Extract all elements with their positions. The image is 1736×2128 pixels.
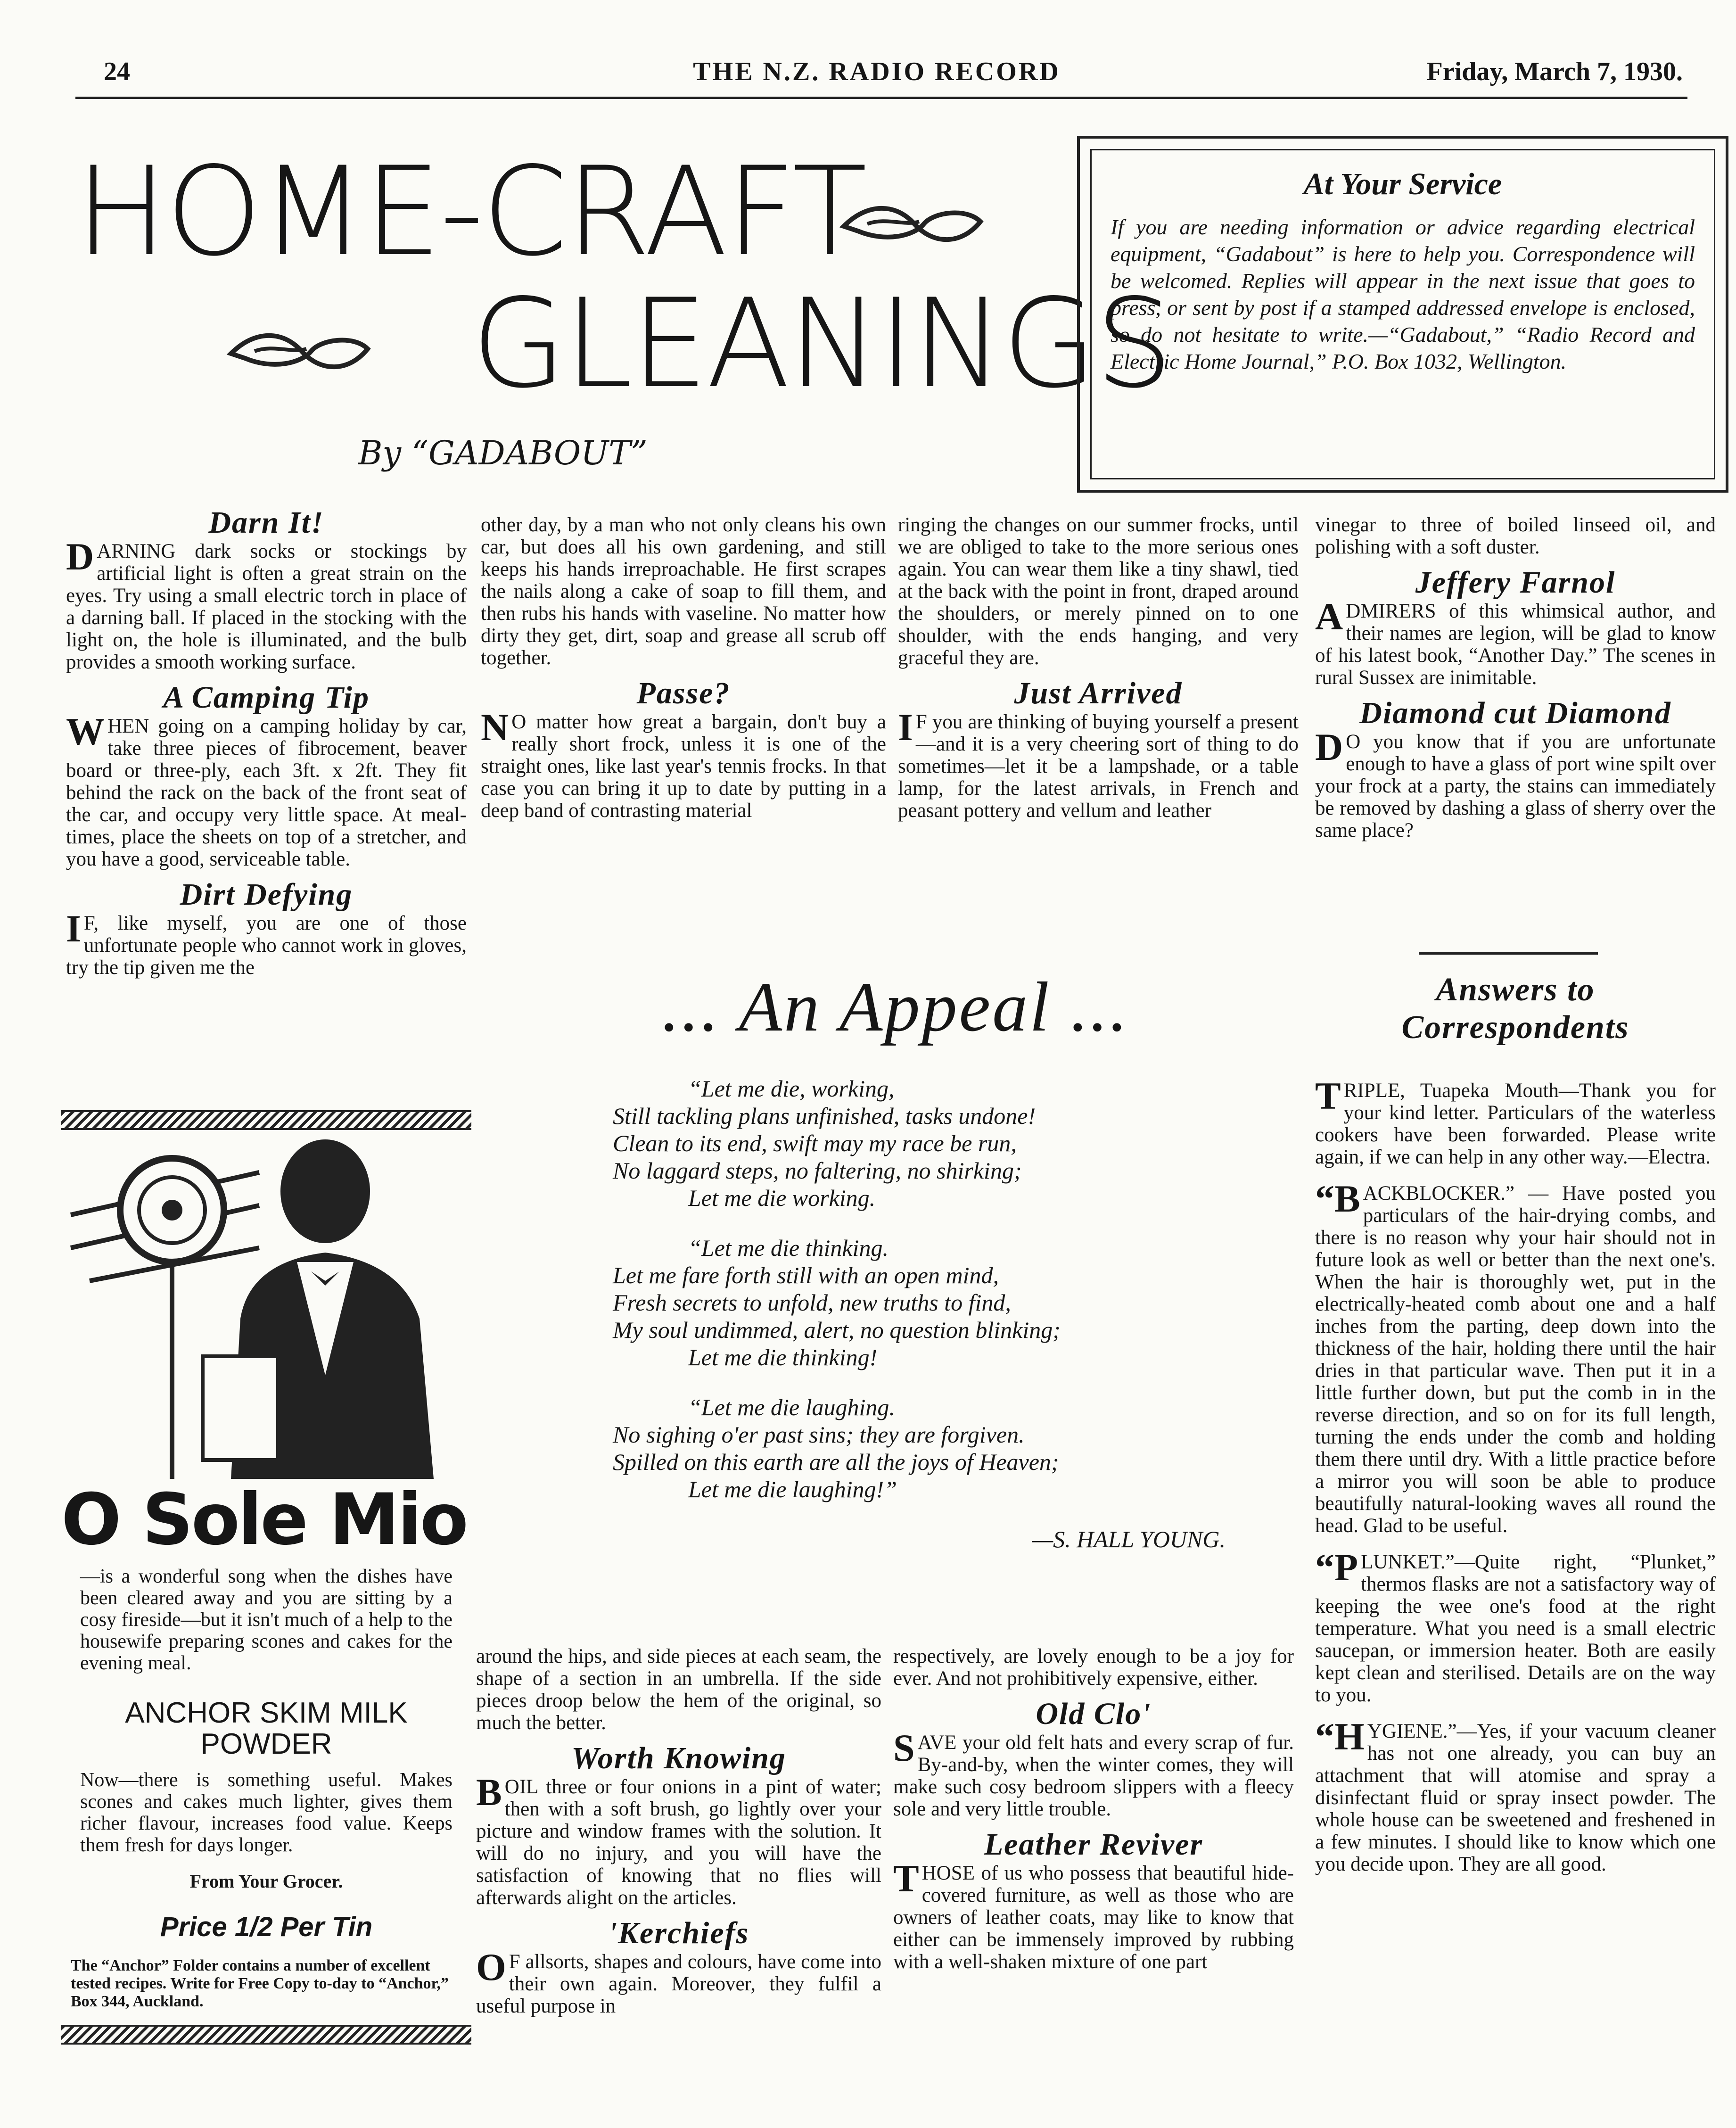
farnol-body: ADMIRERS of this whimsical author, and their names are legion, will be glad to know of his latest book, “Another Day.” The scenes in rural Sussex are inimitable. (1315, 595, 1716, 689)
column-3 (898, 514, 1299, 828)
kerchiefs-body: O F allsorts, shapes and colours, have come into their own again. Moreover, they fulfil a useful purpose in (476, 1946, 881, 2017)
passe-body: N O matter how great a bargain, don't buy a really short frock, unless it is one of the straight ones, like last year's tennis frocks. In that case you can bring it up to date by putting in a deep band of contrasting material (481, 706, 886, 822)
advert-illustration-butler (61, 1130, 471, 1479)
passe-title: Passe? (636, 676, 731, 710)
poem-stanza-1: “Let me die, working, Still tackling plans unfinished, tasks undone! Clean to its end, swift may my race be run, No laggard steps, no faltering, no shirking; Let me die working. (613, 1075, 1036, 1211)
advert-border-top (61, 1110, 471, 1130)
oldclo-title: Old Clo' (1036, 1697, 1152, 1731)
poem-stanza-2: “Let me die thinking. Let me fare forth still with an open mind, Fresh secrets to unfold, new truths to find, My soul undimmed, alert, no question blinking; Let me die thinking! (613, 1235, 1061, 1370)
dirt-body: I F, like myself, you are one of those unfortunate people who cannot work in gloves, try the tip given me the (66, 907, 467, 979)
advert-headline: O Sole Mio (61, 1479, 467, 1561)
answer-item: “BACKBLOCKER.” — Have posted you particulars of the hair-drying combs, and there is no reason why your hair should not in future look as well or better than the next one's. When the hair is thoroughly wet, put in the electrically-heated comb about one and a half inches from the parting, deep down into the thickness of the hair, holding there until the hair dries in that particular wave. Then put it in a little further down, but put the comb in in the reverse direction, and so on for its full length, turning the ends under the comb and holding them there until dry. With a little practice before a mirror you will soon be able to produce beautifully natural-looking waves all round the head. Glad to be useful. (1315, 1177, 1716, 1537)
masthead (71, 57, 1683, 94)
darn-body: DARNING dark socks or stockings by artificial light is often a great strain on the eyes. Try using a small electric torch in place of a darning ball. If placed in the stocking with the light on, the hole is illuminated, and the bulb provides a smooth working surface. (66, 535, 467, 673)
column-4 (1315, 514, 1716, 848)
darn-title: Darn It! (208, 505, 324, 540)
worth-body: BOIL three or four onions in a pint of water; then with a soft brush, go lightly over your picture and window frames with the solution. It will do no injury, and you will have the satisfaction of knowing that no flies will afterwards alight on the articles. (476, 1771, 881, 1909)
camping-title: A Camping Tip (163, 680, 370, 715)
appeal-poem (613, 1075, 1273, 1553)
flourish-ornament-right (839, 198, 990, 250)
arrived-continued: respectively, are lovely enough to be a joy for ever. And not prohibitively expensive, either. (893, 1645, 1294, 1690)
kerchiefs-title: 'Kerchiefs (608, 1916, 749, 1950)
issue-date: Friday, March 7, 1930. (1426, 57, 1683, 86)
answers-separator (1419, 952, 1598, 955)
arrived-title: Just Arrived (1014, 676, 1183, 710)
byline: By “GADABOUT” (358, 434, 648, 472)
vinegar-body: vinegar to three of boiled linseed oil, and polishing with a soft duster. (1315, 514, 1716, 558)
service-body: If you are needing information or advice regarding electrical equipment, “Gadabout” is here to help you. Correspondence will be welcomed. Replies will appear in the next issue that goes to press, or sent by post if a stamped addressed envelope is enclosed, so do not hesitate to write.—“Gadabout,” “Radio Record and Electric Home Journal,” P.O. Box 1032, Wellington. (1111, 215, 1695, 373)
leather-body: THOSE of us who possess that beautiful hide-covered furniture, as well as those who are owners of leather coats, may like to know that either can be immensely improved by rubbing with a well-shaken mixture of one part (893, 1857, 1294, 1973)
advert-product-line1: ANCHOR SKIM MILK (125, 1697, 408, 1729)
dirt-continued: other day, by a man who not only cleans his own car, but does all his own gardening, and still keeps his hands irreproachable. He first scrapes the nails along a cake of soap to fill them, and then rubs his hands with vaseline. No matter how dirty they get, dirt, soap and grease all scrub off together. (481, 514, 886, 669)
advert-product-line2: POWDER (200, 1728, 332, 1760)
answers-title-2: Correspondents (1401, 1009, 1629, 1046)
advert-price: Price 1/2 Per Tin (160, 1912, 373, 1942)
publication-title: THE N.Z. RADIO RECORD (693, 57, 1061, 86)
diamond-body: D O you know that if you are unfortunate enough to have a glass of port wine spilt over your frock at a party, the stains can immediately be removed by dashing a glass of sherry over the same place? (1315, 726, 1716, 841)
column-3-bottom (893, 1645, 1294, 1980)
advert-footer: The “Anchor” Folder contains a number of excellent tested recipes. Write for Free Copy to-day to “Anchor,” Box 344, Auckland. (71, 1957, 449, 2010)
column-1 (66, 505, 467, 985)
arrived-body: I F you are thinking of buying yourself a present—and it is a very cheering sort of thing to do sometimes—let it be a lampshade, or a table lamp, for the latest arrivals, in French and peasant pottery and vellum and leather (898, 706, 1299, 822)
advert-border-bottom (61, 2025, 471, 2045)
service-box (1077, 136, 1728, 493)
poem-stanza-3: “Let me die laughing. No sighing o'er past sins; they are forgiven. Spilled on this earth are all the joys of Heaven; Let me die laughing!” (613, 1394, 1059, 1502)
advert-grocer: From Your Grocer. (189, 1871, 343, 1892)
worth-title: Worth Knowing (571, 1741, 786, 1775)
passe-continued: around the hips, and side pieces at each seam, the shape of a section in an umbrella. If the side pieces droop below the hem of the original, so much the better. (476, 1645, 881, 1734)
farnol-title: Jeffery Farnol (1415, 565, 1616, 600)
appeal-title: ... An Appeal ... (662, 968, 1129, 1046)
advert-pitch: Now—there is something useful. Makes scones and cakes much lighter, gives them richer flavour, increases food value. Keeps them fresh for days longer. (80, 1769, 453, 1856)
leather-title: Leather Reviver (984, 1827, 1203, 1862)
answer-item: “HYGIENE.”—Yes, if your vacuum cleaner has not one already, you can buy an attachment that will atomise and spray a disinfectant fluid or spray insect powder. The whole house can be sweetened and freshened in a few minutes. I should like to know which one you decide upon. They are all good. (1315, 1715, 1716, 1875)
page-number: 24 (104, 57, 130, 86)
answers-title-1: Answers to (1436, 972, 1595, 1008)
title-home-craft: HOME-CRAFT (75, 141, 865, 283)
masthead-rule (75, 97, 1687, 99)
flourish-ornament-left (226, 325, 377, 377)
answer-item: “PLUNKET.”—Quite right, “Plunket,” thermos flasks are not a satisfactory way of keeping the wee one's food at the right temperature. What you need is a small electric saucepan, or immersion heater. Both are easily kept clean and sterilised. Details are on the way to you. (1315, 1546, 1716, 1706)
answers-section (1315, 971, 1716, 1882)
answer-item: TRIPLE, Tuapeka Mouth—Thank you for your kind letter. Particulars of the waterless cookers have been forwarded. Please write again, if we can help in any other way.—Electra. (1315, 1074, 1716, 1168)
summer-body: ringing the changes on our summer frocks, until we are obliged to take to the more serious ones again. You can wear them like a tiny shawl, tied at the back with the point in front, draped around the shoulders, or merely pinned on to one shoulder, with the ends hanging, and very graceful they are. (898, 514, 1299, 669)
dirt-title: Dirt Defying (180, 877, 353, 912)
poem-author: —S. HALL YOUNG. (1032, 1526, 1226, 1552)
service-title: At Your Service (1303, 167, 1502, 201)
advert-body: —is a wonderful song when the dishes have been cleared away and you are sitting by a cosy fireside—but it isn't much of a help to the housewife preparing scones and cakes for the evening meal. (80, 1566, 453, 1674)
anchor-advert (61, 1110, 471, 2091)
column-2-bottom (476, 1645, 881, 2024)
title-gleanings: GLEANINGS (471, 273, 1171, 415)
oldclo-body: SAVE your old felt hats and every scrap of fur. By-and-by, when the winter comes, they will make such cosy bedroom slippers with a fleecy sole and very little trouble. (893, 1726, 1294, 1820)
camping-body: WHEN going on a camping holiday by car, take three pieces of fibrocement, beaver board or three-ply, each 3ft. x 2ft. They fit behind the rack on the back of the front seat of the car, and occupy very little space. At meal-times, place the sheets on top of a stretcher, and you have a good, serviceable table. (66, 710, 467, 870)
diamond-title: Diamond cut Diamond (1359, 696, 1671, 730)
column-2 (481, 514, 886, 828)
